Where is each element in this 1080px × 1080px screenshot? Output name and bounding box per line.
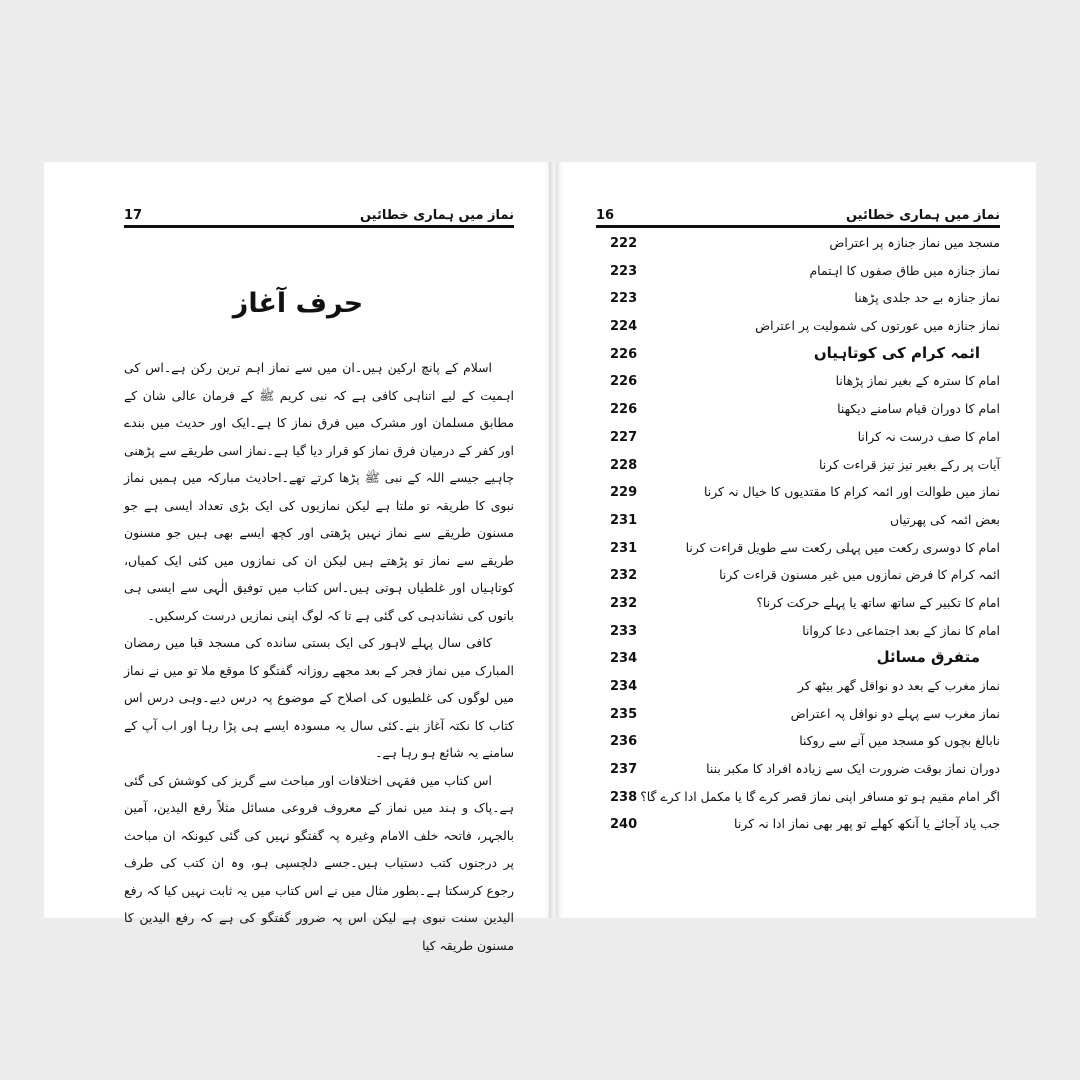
toc-entry [596,675,1000,703]
toc-section-heading [596,343,1000,371]
toc-entry-page: 223 [610,291,638,307]
table-of-contents [596,232,1000,841]
toc-entry [596,537,1000,565]
toc-entry [596,509,1000,537]
toc-entry-page: 226 [610,374,638,390]
toc-entry-page: 222 [610,236,638,251]
toc-entry [596,786,1000,814]
toc-entry-label: آیات پر رکے بغیر تیز تیز قراءت کرنا [818,456,1000,472]
toc-entry-label: امام کا تکبیر کے ساتھ ساتھ یا پہلے حرکت کرنا؟ [756,594,1000,610]
toc-entry-page: 235 [610,706,638,722]
toc-entry-page: 229 [610,485,638,501]
toc-entry-page: 223 [610,263,638,279]
toc-entry-label: امام کا نماز کے بعد اجتماعی دعا کروانا [802,622,1000,638]
chapter-title: حرف آغاز [232,288,364,319]
paragraph: اسلام کے پانچ ارکین ہیں۔ان میں سے نماز اہم ترین رکن ہے۔اس کی اہمیت کے لیے اتناہی کافی ہے کہ نبی کریم ﷺ کے فرمان عالی شان کے مطابق مسلمان اور مشرک میں فرق نماز کا ہے۔ایک اور حدیث میں بندے اور کفر کے درمیان فرق نماز کو قرار دیا گیا ہے۔نماز اسی طریقے سے پڑھنی چاہیے جیسے اللہ کے نبی ﷺ پڑھا کرتے تھے۔احادیث مبارکہ میں ہمیں نماز نبوی کا طریقہ تو ملتا ہے لیکن نمازیوں کی ایک بڑی تعداد ایسی ہے جو مسنون طریقے سے نماز نہیں پڑھتی اور کچھ ایسے بھی ہیں جو مسنون طریقے سے نماز تو پڑھتے ہیں لیکن ان کی نمازوں میں کئی ایک کمیاں، کوتاہیاں اور غلطیاں ہوتی ہیں۔اس کتاب میں توفیق الٰہی سے ایسی ہی باتوں کی نشاندہی کی گئی ہے تا کہ لوگ اپنی نمازیں درست کرسکیں۔ [124,360,514,623]
toc-entry-label: مسجد میں نماز جنازہ پر اعتراض [829,235,1000,250]
left-page-header [124,202,514,228]
toc-entry-label: ائمہ کرام کی کوتاہیاں [813,343,980,362]
toc-entry-page: 238 [610,789,638,805]
toc-entry [596,564,1000,592]
toc-entry-page: 228 [610,457,638,473]
toc-entry-page: 227 [610,429,638,445]
paragraph: کافی سال پہلے لاہور کی ایک بستی سانده کی مسجد قبا میں رمضان المبارک میں نماز فجر کے بعد مجھے روزانہ گفتگو کا موقع ملا تو میں نے نماز میں لوگوں کی غلطیوں کی اصلاح کے موضوع پہ درس دیے۔وہی درس اس کتاب کا نکتہ آغاز بنے۔کئی سال یہ مسودہ ایسے ہی پڑا رہا اور اب آپ کے سامنے یہ شائع ہو رہا ہے۔ [124,635,514,760]
toc-entry-page: 240 [610,817,638,833]
toc-entry-label: بعض ائمہ کی پھرتیاں [889,511,1000,527]
toc-entry [596,454,1000,482]
toc-entry-page: 232 [610,568,638,584]
toc-entry-page: 233 [610,623,638,639]
toc-entry [596,592,1000,620]
toc-entry-label: نماز مغرب سے پہلے دو نوافل پہ اعتراض [790,705,1000,721]
toc-section-heading [596,647,1000,675]
left-page [44,162,552,953]
toc-entry-label: جب یاد آجائے یا آنکھ کھلے تو پھر بھی نماز ادا نہ کرنا [734,816,1000,832]
toc-entry-page: 226 [610,346,638,362]
toc-entry-label: نماز میں طوالت اور ائمہ کرام کا مقتدیوں کا خیال نہ کرنا [703,484,1000,500]
toc-entry-label: امام کا دوران قیام سامنے دیکھنا [837,401,1000,417]
toc-entry-page: 224 [610,319,638,335]
toc-entry-label: نماز جنازہ بے حد جلدی پڑھنا [854,290,1000,306]
toc-entry-label: متفرق مسائل [876,648,980,667]
toc-entry-page: 234 [610,679,638,694]
toc-entry-label: دوران نماز بوقت ضرورت ایک سے زیادہ افراد کا مکبر بننا [706,761,1000,777]
toc-entry-label: نماز مغرب کے بعد دو نوافل گھر بیٹھ کر [797,678,1000,693]
toc-entry-page: 234 [610,651,638,667]
left-page-number: 17 [124,208,143,223]
toc-entry [596,398,1000,426]
toc-entry [596,287,1000,315]
toc-entry-label: نماز جنازہ میں طاق صفوں کا اہتمام [809,262,1000,278]
toc-entry [596,703,1000,731]
toc-entry-page: 231 [610,512,638,528]
toc-entry [596,315,1000,343]
toc-entry-page: 237 [610,762,638,778]
toc-entry-page: 236 [610,734,638,750]
toc-entry-label: امام کا سترہ کے بغیر نماز پڑھانا [835,373,1000,389]
toc-entry [596,758,1000,786]
toc-entry [596,813,1000,841]
toc-entry [596,426,1000,454]
toc-entry [596,232,1000,260]
toc-entry-page: 232 [610,595,638,611]
toc-entry [596,730,1000,758]
toc-entry-label: امام کا صف درست نہ کرانا [857,428,1000,444]
toc-entry-label: امام کا دوسری رکعت میں پہلی رکعت سے طویل قراءت کرنا [685,539,1000,555]
right-page [556,162,1036,918]
toc-entry-page: 226 [610,402,638,418]
toc-entry-label: اگر امام مقیم ہو تو مسافر اپنی نماز قصر کرے گا یا مکمل ادا کرے گا؟ [640,788,1000,804]
toc-entry [596,260,1000,288]
body-text [124,354,514,959]
right-page-number: 16 [596,208,615,223]
toc-entry [596,481,1000,509]
right-running-title: نماز میں ہماری خطائیں [845,208,1000,223]
toc-entry-label: نابالغ بچوں کو مسجد میں آنے سے روکنا [799,733,1000,749]
right-page-header [596,202,1000,228]
toc-entry [596,370,1000,398]
left-running-title: نماز میں ہماری خطائیں [359,208,514,223]
toc-entry [596,620,1000,648]
toc-entry-page: 231 [610,540,638,556]
toc-entry-label: نماز جنازہ میں عورتوں کی شمولیت پر اعتراض [755,318,1000,334]
toc-entry-label: ائمہ کرام کا فرض نمازوں میں غیر مسنون قراءت کرنا [719,567,1000,583]
paragraph: اس کتاب میں فقہی اختلافات اور مباحث سے گریز کی کوشش کی گئی ہے۔پاک و ہند میں نماز کے معروف فروعی مسائل مثلاً رفع الیدین، آمین بالجہر، فاتحہ خلف الامام وغیرہ پہ گفتگو نہیں کی گئی کیونکہ ان مباحث پر درجنوں کتب دستیاب ہیں۔جسے دلچسپی ہو، وہ ان کتب کی طرف رجوع کرسکتا ہے۔بطور مثال میں نے اس کتاب میں یہ ثابت نہیں کیا کہ رفع الیدین سنت نبوی ہے لیکن اس پہ ضرور گفتگو کی ہے کہ رفع الیدین کا مسنون طریقہ کیا [124,772,514,953]
